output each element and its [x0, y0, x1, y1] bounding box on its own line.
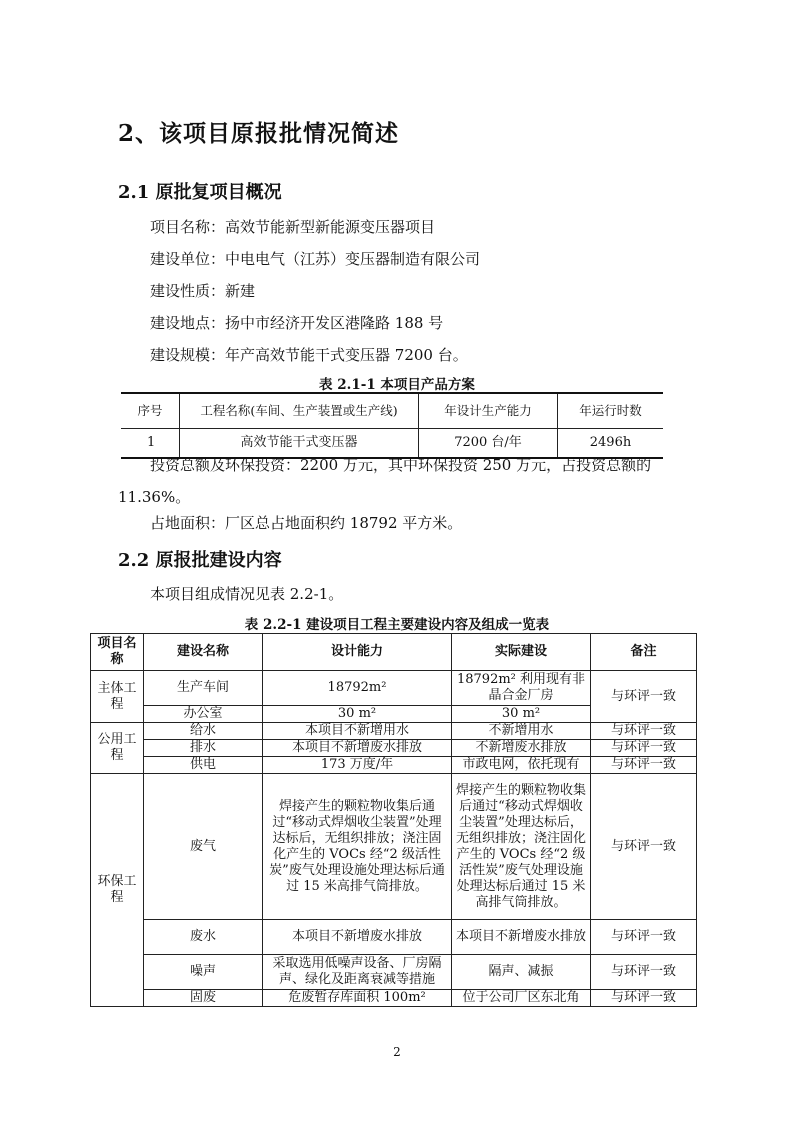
table-row — [91, 757, 697, 774]
table-cell: 高效节能干式变压器 — [180, 429, 419, 459]
table-cell: 与环评一致 — [591, 723, 697, 740]
area-paragraph: 占地面积：厂区总占地面积约 18792 平方米。 — [150, 514, 463, 532]
composition-intro: 本项目组成情况见表 2.2-1。 — [150, 585, 344, 603]
header-cell: 工程名称(车间、生产装置或生产线) — [180, 393, 419, 429]
table-cell: 不新增用水 — [452, 723, 591, 740]
table-cell: 与环评一致 — [591, 990, 697, 1007]
table-cell: 焊接产生的颗粒物收集后通过“移动式焊烟收尘装置”处理达标后，无组织排放；浇注固化产生的 VOCs 经“2 级活性炭”废气处理设施处理达标后通过 15 米高排气筒排放。 — [452, 774, 591, 920]
table-cell: 焊接产生的颗粒物收集后通过“移动式焊烟收尘装置”处理达标后，无组织排放；浇注固化产生的 VOCs 经“2 级活性炭”废气处理设施处理达标后通过 15 米高排气筒排放。 — [263, 774, 452, 920]
table-cell: 位于公司厂区东北角 — [452, 990, 591, 1007]
table-cell: 30 m² — [452, 706, 591, 723]
table-cell: 给水 — [144, 723, 263, 740]
nature-line: 建设性质：新建 — [150, 282, 256, 300]
table-cell: 本项目不新增用水 — [263, 723, 452, 740]
table-header-row — [91, 634, 697, 671]
header-cell: 年设计生产能力 — [419, 393, 558, 429]
table-cell: 与环评一致 — [591, 774, 697, 920]
project-name-line: 项目名称：高效节能新型新能源变压器项目 — [150, 218, 436, 236]
table-cell: 30 m² — [263, 706, 452, 723]
table-cell: 18792m² 利用现有非晶合金厂房 — [452, 671, 591, 706]
table-cell: 本项目不新增废水排放 — [263, 920, 452, 955]
table-cell: 与环评一致 — [591, 740, 697, 757]
page-number: 2 — [393, 1045, 401, 1059]
header-cell: 项目名称 — [91, 634, 144, 671]
table-2-2-1-caption: 表 2.2-1 建设项目工程主要建设内容及组成一览表 — [244, 617, 550, 633]
table-cell: 危废暂存库面积 100m² — [263, 990, 452, 1007]
scale-line: 建设规模：年产高效节能干式变压器 7200 台。 — [150, 346, 468, 364]
table-cell: 173 万度/年 — [263, 757, 452, 774]
table-2-1-1-caption: 表 2.1-1 本项目产品方案 — [319, 377, 475, 393]
table-cell: 隔声、减振 — [452, 955, 591, 990]
table-row — [91, 774, 697, 920]
table-cell: 采取选用低噪声设备、厂房隔声、绿化及距离衰减等措施 — [263, 955, 452, 990]
header-cell: 实际建设 — [452, 634, 591, 671]
table-cell: 2496h — [558, 429, 664, 459]
table-cell: 本项目不新增废水排放 — [452, 920, 591, 955]
section-heading-2: 2、该项目原报批情况简述 — [118, 120, 400, 147]
table-cell: 固废 — [144, 990, 263, 1007]
table-cell: 生产车间 — [144, 671, 263, 706]
table-cell: 18792m² — [263, 671, 452, 706]
table-cell: 废水 — [144, 920, 263, 955]
header-cell: 年运行时数 — [558, 393, 664, 429]
table-cell: 供电 — [144, 757, 263, 774]
table-cell: 废气 — [144, 774, 263, 920]
location-line: 建设地点：扬中市经济开发区港隆路 188 号 — [150, 314, 444, 332]
table-cell: 与环评一致 — [591, 757, 697, 774]
table-header-row — [121, 393, 663, 429]
header-cell: 设计能力 — [263, 634, 452, 671]
table-cell: 办公室 — [144, 706, 263, 723]
header-cell: 序号 — [121, 393, 180, 429]
investment-paragraph: 投资总额及环保投资：2200 万元，其中环保投资 250 万元，占投资总额的 11.36%。 — [118, 456, 652, 506]
section-heading-2-2: 2.2 原报批建设内容 — [118, 550, 282, 571]
table-cell: 本项目不新增废水排放 — [263, 740, 452, 757]
table-row — [91, 955, 697, 990]
table-cell: 7200 台/年 — [419, 429, 558, 459]
table-cell: 市政电网，依托现有 — [452, 757, 591, 774]
table-row — [91, 920, 697, 955]
header-cell: 建设名称 — [144, 634, 263, 671]
table-cell: 与环评一致 — [591, 955, 697, 990]
table-cell: 与环评一致 — [591, 920, 697, 955]
table-cell: 1 — [121, 429, 180, 459]
table-cell: 排水 — [144, 740, 263, 757]
table-cell: 不新增废水排放 — [452, 740, 591, 757]
table-row — [91, 723, 697, 740]
section-heading-2-1: 2.1 原批复项目概况 — [118, 182, 282, 203]
group-cell: 环保工程 — [91, 774, 144, 1007]
group-cell: 公用工程 — [91, 723, 144, 774]
header-cell: 备注 — [591, 634, 697, 671]
table-cell: 噪声 — [144, 955, 263, 990]
table-row — [91, 740, 697, 757]
construction-content-table — [90, 633, 697, 1007]
table-cell: 与环评一致 — [591, 671, 697, 723]
builder-line: 建设单位：中电电气（江苏）变压器制造有限公司 — [150, 250, 481, 268]
group-cell: 主体工程 — [91, 671, 144, 723]
table-row — [91, 671, 697, 706]
table-row — [91, 990, 697, 1007]
